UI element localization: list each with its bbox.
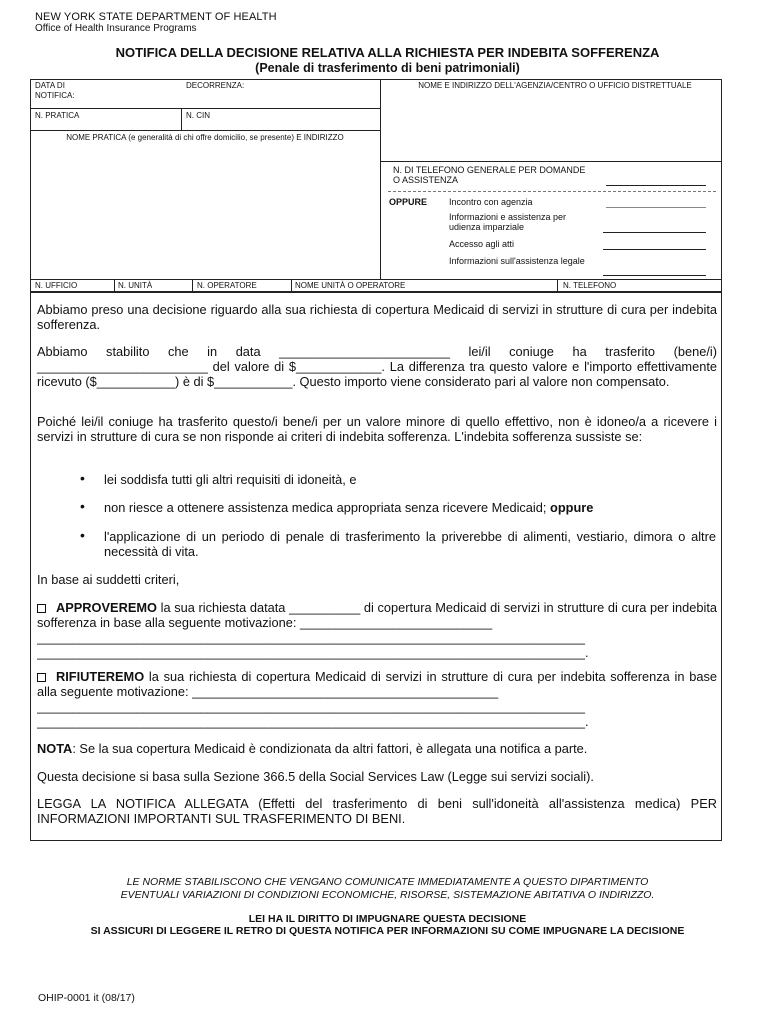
agency-name: NEW YORK STATE DEPARTMENT OF HEALTH <box>35 11 277 23</box>
cin-label: N. CIN <box>186 111 210 120</box>
deny-checkbox[interactable] <box>37 673 46 682</box>
deny-reason-line: _____________________________________________________________________________. <box>37 714 589 729</box>
deny-reason-line: _____________________________________________________________________________ <box>37 699 586 714</box>
office-number-label: N. UFFICIO <box>35 281 78 290</box>
case-name-label: NOME PRATICA (e generalità di chi offre domicilio, se presente) E INDIRIZZO <box>66 133 344 142</box>
approve-reason-line: _____________________________________________________________________________. <box>37 645 589 660</box>
appeal-instructions: SI ASSICURI DI LEGGERE IL RETRO DI QUESTA NOTIFICA PER INFORMAZIONI SU COME IMPUGNARE LA DECISIONE <box>90 925 685 937</box>
bullet-icon: • <box>80 527 85 543</box>
record-access-label: Accesso agli atti <box>449 239 515 249</box>
bullet-icon: • <box>80 470 85 486</box>
unit-worker-name-label: NOME UNITÀ O OPERATORE <box>295 281 406 290</box>
case-number-label: N. PRATICA <box>35 111 80 120</box>
note-text: NOTA: Se la sua copertura Medicaid è condizionata da altri fattori, è allegata una notifica a parte. <box>37 741 588 756</box>
notice-date-label: DATA DI NOTIFICA: <box>35 81 75 100</box>
bullet-icon: • <box>80 498 85 514</box>
paragraph-transfer: Abbiamo stabilito che in data ________________________ lei/il coniuge ha trasferito (bene/i) ________________________ del valore di $____________. La differenza tra questo valore e l'importo effettivamente ricevuto ($___________) è di $___________. Questo importo viene considerato pari al valore non compensato. <box>37 344 717 389</box>
reporting-rule-line1: LE NORME STABILISCONO CHE VENGANO COMUNICATE IMMEDIATAMENTE A QUESTO DIPARTIMENTO <box>126 876 649 888</box>
deny-option: RIFIUTEREMO la sua richiesta di copertura Medicaid di servizi in strutture di cura per indebita sofferenza in base alla seguente motivazione: ___________________________________________ <box>37 669 717 699</box>
right-to-appeal: LEI HA IL DIRITTO DI IMPUGNARE QUESTA DECISIONE <box>248 913 527 925</box>
or-label: OPPURE <box>389 197 428 207</box>
legal-info-label: Informazioni sull'assistenza legale <box>449 256 585 266</box>
paragraph-decision: Abbiamo preso una decisione riguardo alla sua richiesta di copertura Medicaid di servizi in strutture di cura per indebita sofferenza. <box>37 302 717 332</box>
worker-number-label: N. OPERATORE <box>197 281 257 290</box>
page-subtitle: (Penale di trasferimento di beni patrimoniali) <box>255 61 520 75</box>
fair-hearing-label: Informazioni e assistenza per udienza imparziale <box>449 212 567 232</box>
phone-general-label: N. DI TELEFONO GENERALE PER DOMANDE O ASSISTENZA <box>393 165 586 185</box>
read-attached-notice: LEGGA LA NOTIFICA ALLEGATA (Effetti del trasferimento di beni sull'idoneità all'assistenza medica) PER INFORMAZIONI IMPORTANTI SUL TRASFERIMENTO DI BENI. <box>37 796 717 826</box>
paragraph-undue-hardship: Poiché lei/il coniuge ha trasferito questo/i bene/i per un valore minore di quello effettivo, non è idoneo/a a ricevere i servizi in strutture di cura se non risponde ai criteri di indebita sofferenza. L'indebita sofferenza sussiste se: <box>37 414 717 444</box>
reporting-rule-line2: EVENTUALI VARIAZIONI DI CONDIZIONI ECONOMICHE, RISORSE, SISTEMAZIONE ABITATIVA O INDIRIZZO. <box>120 889 655 901</box>
criteria-text: In base ai suddetti criteri, <box>37 572 180 587</box>
bullet-medical-care: non riesce a ottenere assistenza medica appropriata senza ricevere Medicaid; oppure <box>104 500 594 515</box>
effective-date-label: DECORRENZA: <box>186 81 245 90</box>
form-number: OHIP-0001 it (08/17) <box>38 992 135 1004</box>
agency-name-address-label: NOME E INDIRIZZO DELL'AGENZIA/CENTRO O UFFICIO DISTRETTUALE <box>418 81 692 90</box>
phone-label: N. TELEFONO <box>563 281 617 290</box>
approve-reason-line: _____________________________________________________________________________ <box>37 630 586 645</box>
unit-number-label: N. UNITÀ <box>118 281 153 290</box>
page-title: NOTIFICA DELLA DECISIONE RELATIVA ALLA RICHIESTA PER INDEBITA SOFFERENZA <box>115 45 660 60</box>
bullet-eligibility: lei soddisfa tutti gli altri requisiti di idoneità, e <box>104 472 357 487</box>
approve-checkbox[interactable] <box>37 604 46 613</box>
legal-basis: Questa decisione si basa sulla Sezione 366.5 della Social Services Law (Legge sui servizi sociali). <box>37 769 594 784</box>
approve-option: APPROVEREMO la sua richiesta datata __________ di copertura Medicaid di servizi in strutture di cura per indebita sofferenza in base alla seguente motivazione: ___________________________ <box>37 600 717 630</box>
bullet-necessities: l'applicazione di un periodo di penale di trasferimento la priverebbe di alimenti, vestiario, dimora o altre necessità di vita. <box>104 529 716 559</box>
agency-meeting-label: Incontro con agenzia <box>449 197 533 207</box>
office-name: Office of Health Insurance Programs <box>35 23 197 34</box>
